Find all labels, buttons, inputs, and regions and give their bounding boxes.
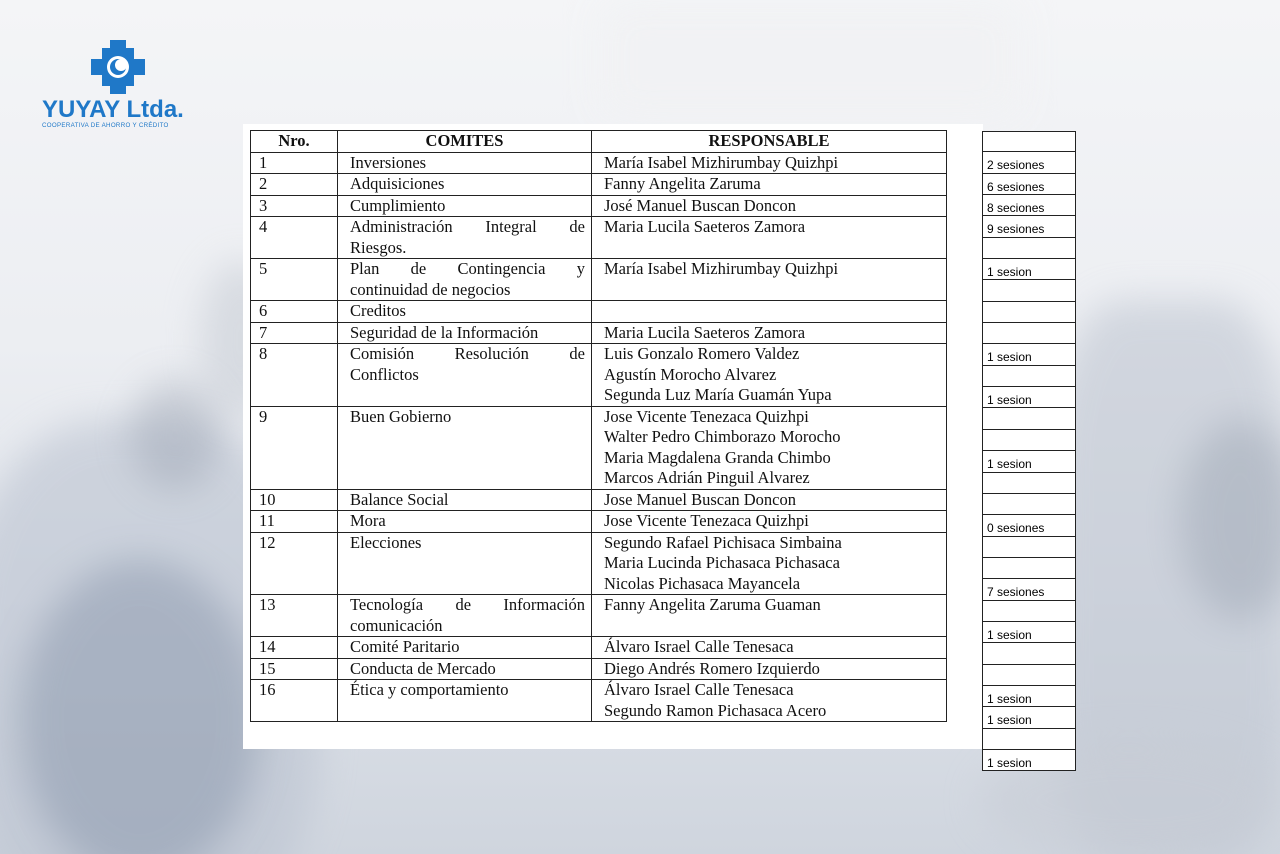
responsible-cell <box>592 344 947 407</box>
row-number: 9 <box>251 406 338 489</box>
responsible-cell <box>592 195 947 217</box>
row-number: 2 <box>251 174 338 196</box>
table-row <box>251 195 947 217</box>
session-count-cell: 1 sesion <box>982 387 1076 408</box>
session-count-cell: 7 sesiones <box>982 579 1076 600</box>
committees-table <box>250 130 947 722</box>
responsible-cell <box>592 511 947 533</box>
responsible-person: María Isabel Mizhirumbay Quizhpi <box>604 152 839 172</box>
session-count-cell <box>982 643 1076 664</box>
committee-name: Buen Gobierno <box>338 406 592 489</box>
responsible-person: José Manuel Buscan Doncon <box>604 195 797 215</box>
logo-name: YUYAY Ltda. <box>42 96 184 123</box>
committee-name: Conducta de Mercado <box>338 658 592 680</box>
responsible-cell <box>592 680 947 722</box>
responsible-cell <box>592 595 947 637</box>
committee-name: Creditos <box>338 301 592 323</box>
session-count-cell: 2 sesiones <box>982 152 1076 173</box>
table-row <box>251 532 947 595</box>
responsible-cell <box>592 322 947 344</box>
responsible-cell <box>592 152 947 174</box>
table-row <box>251 301 947 323</box>
table-header-row <box>251 131 947 153</box>
session-count-cell <box>982 408 1076 429</box>
row-number: 10 <box>251 489 338 511</box>
responsible-person: Marcos Adrián Pinguil Alvarez <box>604 468 810 487</box>
table-row <box>251 680 947 722</box>
table-row <box>251 217 947 259</box>
header-comites: COMITES <box>338 131 592 153</box>
responsible-cell <box>592 217 947 259</box>
responsible-person: Nicolas Pichasaca Mayancela <box>604 573 801 593</box>
row-number: 16 <box>251 680 338 722</box>
row-number: 13 <box>251 595 338 637</box>
session-count-cell <box>982 494 1076 515</box>
responsible-person: Agustín Morocho Alvarez <box>604 364 777 384</box>
session-count-cell <box>982 131 1076 152</box>
responsible-person: Segundo Rafael Pichisaca Simbaina <box>604 532 842 552</box>
responsible-person: Segunda Luz María Guamán Yupa <box>604 385 832 404</box>
row-number: 1 <box>251 152 338 174</box>
table-row <box>251 406 947 489</box>
row-number: 6 <box>251 301 338 323</box>
responsible-person: Segundo Ramon Pichasaca Acero <box>604 700 827 720</box>
responsible-person: Diego Andrés Romero Izquierdo <box>604 658 820 678</box>
committee-name: Plan de Contingencia y continuidad de negocios <box>338 259 592 301</box>
responsible-cell <box>592 637 947 659</box>
yuyay-logo <box>40 40 200 135</box>
committee-name: Cumplimiento <box>338 195 592 217</box>
committee-name: Elecciones <box>338 532 592 595</box>
responsible-cell <box>592 658 947 680</box>
responsible-person: Maria Lucila Saeteros Zamora <box>604 322 806 342</box>
row-number: 14 <box>251 637 338 659</box>
sessions-column <box>982 131 1076 771</box>
chakana-logo-icon <box>91 40 145 94</box>
session-count-cell <box>982 238 1076 259</box>
responsible-person <box>604 301 940 322</box>
session-count-cell <box>982 537 1076 558</box>
row-number: 12 <box>251 532 338 595</box>
session-count-cell: 1 sesion <box>982 686 1076 707</box>
responsible-person: Maria Magdalena Granda Chimbo <box>604 447 831 467</box>
session-count-cell <box>982 302 1076 323</box>
row-number: 8 <box>251 344 338 407</box>
responsible-person: Fanny Angelita Zaruma <box>604 174 761 193</box>
table-row <box>251 174 947 196</box>
session-count-cell <box>982 473 1076 494</box>
committee-name: Comisión Resolución de Conflictos <box>338 344 592 407</box>
responsible-person: Walter Pedro Chimborazo Morocho <box>604 427 841 446</box>
committee-name: Adquisiciones <box>338 174 592 196</box>
responsible-person: Maria Lucinda Pichasaca Pichasaca <box>604 553 840 572</box>
session-count-cell <box>982 729 1076 750</box>
responsible-person: Fanny Angelita Zaruma Guaman <box>604 595 821 614</box>
header-responsable: RESPONSABLE <box>592 131 947 153</box>
session-count-cell <box>982 323 1076 344</box>
logo-subtitle: COOPERATIVA DE AHORRO Y CRÉDITO <box>42 122 169 129</box>
responsible-cell <box>592 489 947 511</box>
session-count-cell: 8 seciones <box>982 195 1076 216</box>
responsible-person: Álvaro Israel Calle Tenesaca <box>604 637 794 656</box>
session-count-cell <box>982 430 1076 451</box>
committees-document <box>243 124 983 749</box>
session-count-cell: 9 sesiones <box>982 216 1076 237</box>
committee-name: Seguridad de la Información <box>338 322 592 344</box>
session-count-cell <box>982 601 1076 622</box>
committee-name: Comité Paritario <box>338 637 592 659</box>
session-count-cell <box>982 665 1076 686</box>
committee-name: Administración Integral de Riesgos. <box>338 217 592 259</box>
responsible-cell <box>592 301 947 323</box>
session-count-cell <box>982 558 1076 579</box>
session-count-cell: 1 sesion <box>982 750 1076 771</box>
session-count-cell: 0 sesiones <box>982 515 1076 536</box>
header-nro: Nro. <box>251 131 338 153</box>
table-row <box>251 259 947 301</box>
table-row <box>251 344 947 407</box>
responsible-cell <box>592 259 947 301</box>
session-count-cell: 1 sesion <box>982 451 1076 472</box>
committee-name: Ética y comportamiento <box>338 680 592 722</box>
responsible-person: Luis Gonzalo Romero Valdez <box>604 344 800 363</box>
session-count-cell: 1 sesion <box>982 259 1076 280</box>
row-number: 11 <box>251 511 338 533</box>
table-row <box>251 152 947 174</box>
table-row <box>251 322 947 344</box>
table-row <box>251 637 947 659</box>
table-row <box>251 489 947 511</box>
session-count-cell <box>982 366 1076 387</box>
table-row <box>251 595 947 637</box>
responsible-person: Álvaro Israel Calle Tenesaca <box>604 680 794 699</box>
responsible-cell <box>592 532 947 595</box>
responsible-person: María Isabel Mizhirumbay Quizhpi <box>604 259 839 278</box>
responsible-person: Maria Lucila Saeteros Zamora <box>604 217 806 236</box>
row-number: 5 <box>251 259 338 301</box>
committee-name: Balance Social <box>338 489 592 511</box>
committee-name: Tecnología de Información comunicación <box>338 595 592 637</box>
committee-name: Mora <box>338 511 592 533</box>
session-count-cell: 6 sesiones <box>982 174 1076 195</box>
row-number: 3 <box>251 195 338 217</box>
session-count-cell <box>982 280 1076 301</box>
session-count-cell: 1 sesion <box>982 344 1076 365</box>
responsible-person: Jose Vicente Tenezaca Quizhpi <box>604 511 809 530</box>
session-count-cell: 1 sesion <box>982 707 1076 728</box>
table-row <box>251 658 947 680</box>
committee-name: Inversiones <box>338 152 592 174</box>
row-number: 15 <box>251 658 338 680</box>
row-number: 4 <box>251 217 338 259</box>
responsible-cell <box>592 406 947 489</box>
session-count-cell: 1 sesion <box>982 622 1076 643</box>
responsible-cell <box>592 174 947 196</box>
table-row <box>251 511 947 533</box>
responsible-person: Jose Vicente Tenezaca Quizhpi <box>604 406 809 426</box>
responsible-person: Jose Manuel Buscan Doncon <box>604 489 797 509</box>
row-number: 7 <box>251 322 338 344</box>
